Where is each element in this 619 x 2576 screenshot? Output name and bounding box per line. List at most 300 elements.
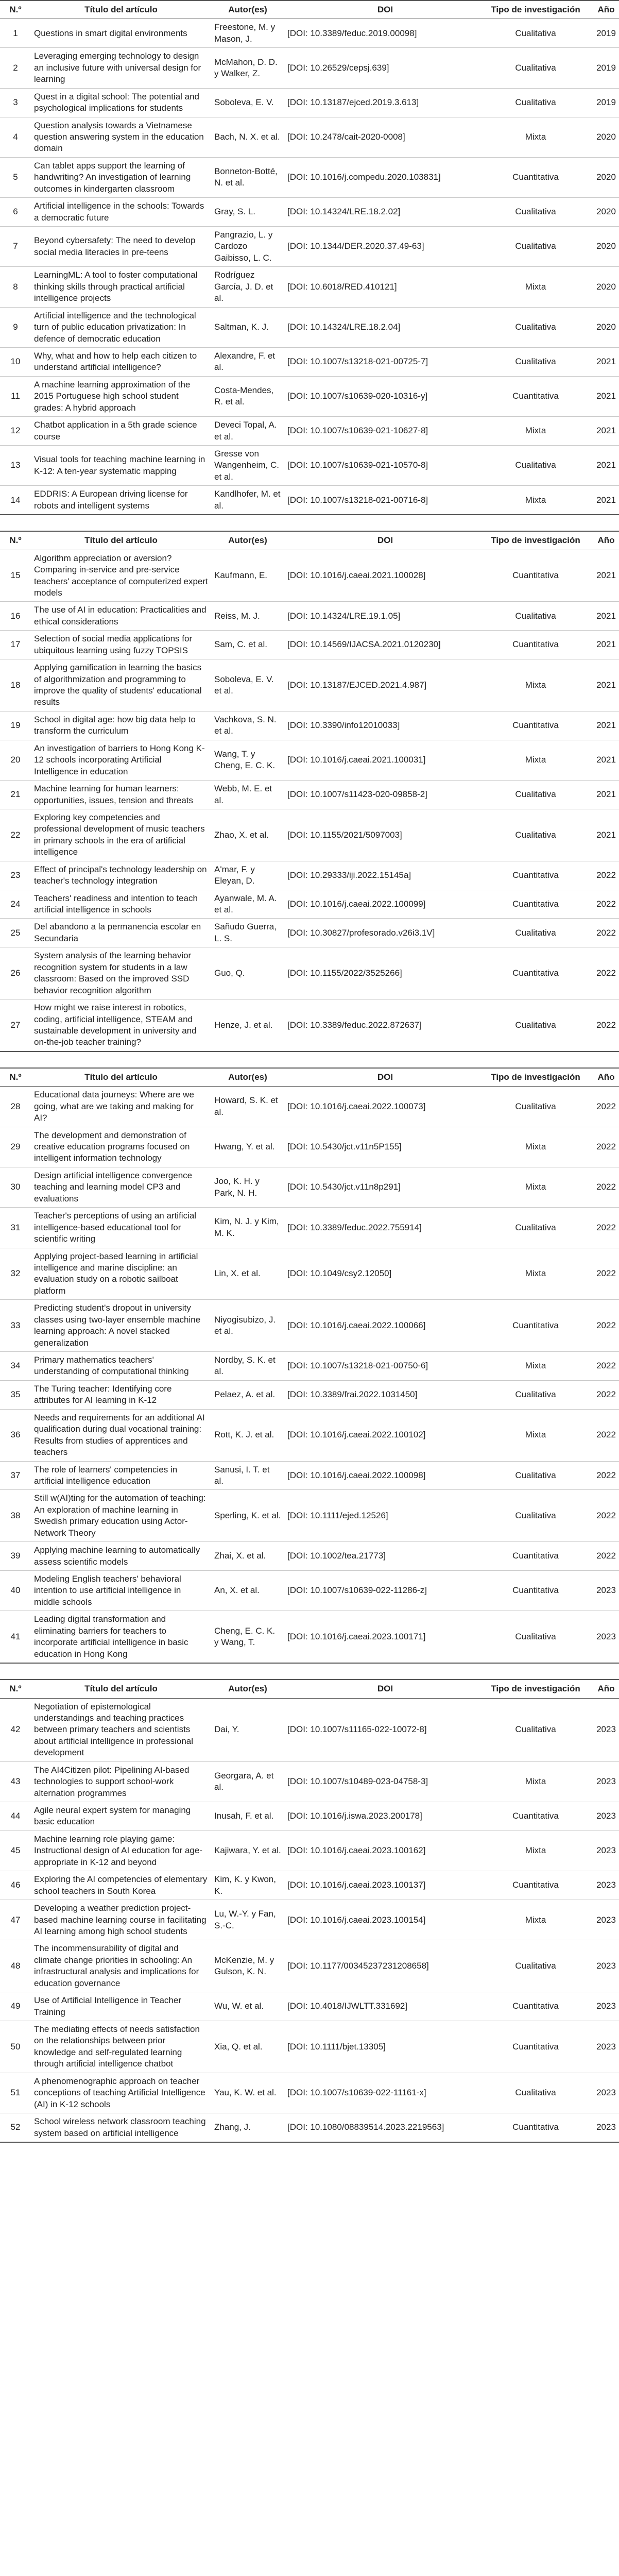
research-type: Mixta xyxy=(486,1761,585,1802)
publication-year: 2022 xyxy=(585,1248,619,1300)
publication-year: 2021 xyxy=(585,659,619,711)
publication-year: 2023 xyxy=(585,1900,619,1940)
table-row xyxy=(0,48,619,88)
row-number: 2 xyxy=(0,48,31,88)
article-doi: [DOI: 10.1049/csy2.12050] xyxy=(284,1248,486,1300)
header-year: Año xyxy=(585,1680,619,1698)
article-doi: [DOI: 10.13187/ejced.2019.3.613] xyxy=(284,88,486,117)
article-title: Effect of principal's technology leadership on teacher's technology integration xyxy=(31,861,211,890)
article-title: Applying machine learning to automatically assess scientific models xyxy=(31,1542,211,1571)
research-type: Cualitativa xyxy=(486,1208,585,1248)
table-row xyxy=(0,1380,619,1409)
table-row xyxy=(0,602,619,631)
row-number: 49 xyxy=(0,1992,31,2021)
article-title: Applying project-based learning in artificial intelligence and marine discipline: an evaluation study on a robotic sailboat platform xyxy=(31,1248,211,1300)
article-doi: [DOI: 10.14324/LRE.19.1.05] xyxy=(284,602,486,631)
row-number: 42 xyxy=(0,1698,31,1761)
row-number: 24 xyxy=(0,890,31,919)
article-title: Exploring the AI competencies of elementary school teachers in South Korea xyxy=(31,1871,211,1900)
article-authors: Bonneton-Botté, N. et al. xyxy=(211,157,284,197)
row-number: 28 xyxy=(0,1087,31,1127)
research-type: Cualitativa xyxy=(486,307,585,347)
article-doi: [DOI: 10.1007/s10489-023-04758-3] xyxy=(284,1761,486,1802)
publication-year: 2023 xyxy=(585,1992,619,2021)
table-row xyxy=(0,446,619,486)
publication-year: 2022 xyxy=(585,1409,619,1461)
research-type: Cualitativa xyxy=(486,602,585,631)
article-authors: Pelaez, A. et al. xyxy=(211,1380,284,1409)
article-doi: [DOI: 10.30827/profesorado.v26i3.1V] xyxy=(284,919,486,947)
article-doi: [DOI: 10.5430/jct.v11n8p291] xyxy=(284,1167,486,1207)
table-row xyxy=(0,1542,619,1571)
article-doi: [DOI: 10.5430/jct.v11n5P155] xyxy=(284,1127,486,1167)
article-authors: Ayanwale, M. A. et al. xyxy=(211,890,284,919)
article-authors: Kim, K. y Kwon, K. xyxy=(211,1871,284,1900)
row-number: 36 xyxy=(0,1409,31,1461)
article-authors: Sam, C. et al. xyxy=(211,631,284,659)
row-number: 40 xyxy=(0,1571,31,1611)
row-number: 47 xyxy=(0,1900,31,1940)
article-authors: Wu, W. et al. xyxy=(211,1992,284,2021)
article-title: Exploring key competencies and professional development of music teachers in primary schools in the era of artificial intelligence xyxy=(31,809,211,861)
article-doi: [DOI: 10.1016/j.caeai.2022.100073] xyxy=(284,1087,486,1127)
article-doi: [DOI: 10.1007/s10639-021-10570-8] xyxy=(284,446,486,486)
article-authors: Kandlhofer, M. et al. xyxy=(211,486,284,515)
table-row xyxy=(0,1698,619,1761)
article-title: The use of AI in education: Practicalities and ethical considerations xyxy=(31,602,211,631)
row-number: 46 xyxy=(0,1871,31,1900)
header-type: Tipo de investigación xyxy=(486,1068,585,1087)
publication-year: 2021 xyxy=(585,740,619,780)
table-row xyxy=(0,486,619,515)
row-number: 8 xyxy=(0,267,31,307)
publication-year: 2023 xyxy=(585,1802,619,1831)
research-type: Cualitativa xyxy=(486,781,585,809)
header-title: Título del artículo xyxy=(31,1,211,19)
publication-year: 2022 xyxy=(585,1542,619,1571)
header-title: Título del artículo xyxy=(31,1680,211,1698)
research-type: Cualitativa xyxy=(486,1611,585,1663)
article-title: The mediating effects of needs satisfaction on the relationships between prior knowledge and self-regulated learning through artificial intelligence chatbot xyxy=(31,2021,211,2073)
article-title: Artificial intelligence in the schools: Towards a democratic future xyxy=(31,198,211,227)
header-year: Año xyxy=(585,1,619,19)
article-title: Design artificial intelligence convergence teaching and learning model CP3 and evaluations xyxy=(31,1167,211,1207)
article-title: Can tablet apps support the learning of handwriting? An investigation of learning outcomes in kindergarten classroom xyxy=(31,157,211,197)
publication-year: 2023 xyxy=(585,1611,619,1663)
publication-year: 2021 xyxy=(585,417,619,446)
research-type: Cualitativa xyxy=(486,809,585,861)
research-type: Mixta xyxy=(486,1409,585,1461)
article-authors: Zhai, X. et al. xyxy=(211,1542,284,1571)
research-type: Cualitativa xyxy=(486,1461,585,1490)
table-row xyxy=(0,2113,619,2142)
publication-year: 2023 xyxy=(585,2021,619,2073)
article-doi: [DOI: 10.1155/2022/3525266] xyxy=(284,947,486,999)
article-title: Use of Artificial Intelligence in Teacher Training xyxy=(31,1992,211,2021)
research-type: Cualitativa xyxy=(486,999,585,1052)
article-authors: A'mar, F. y Eleyan, D. xyxy=(211,861,284,890)
row-number: 4 xyxy=(0,117,31,157)
article-doi: [DOI: 10.1016/j.caeai.2023.100154] xyxy=(284,1900,486,1940)
article-title: The incommensurability of digital and climate change priorities in schooling: An infrastructural analysis and implications for education governance xyxy=(31,1940,211,1992)
article-doi: [DOI: 10.1007/s11423-020-09858-2] xyxy=(284,781,486,809)
articles-table-segment xyxy=(0,0,619,515)
research-type: Cuantitativa xyxy=(486,890,585,919)
research-type: Mixta xyxy=(486,1127,585,1167)
table-row xyxy=(0,198,619,227)
table-row xyxy=(0,2073,619,2113)
row-number: 10 xyxy=(0,347,31,376)
row-number: 23 xyxy=(0,861,31,890)
publication-year: 2021 xyxy=(585,550,619,602)
table-row xyxy=(0,1571,619,1611)
research-type: Mixta xyxy=(486,267,585,307)
article-title: Why, what and how to help each citizen to understand artificial intelligence? xyxy=(31,347,211,376)
header-num: N.º xyxy=(0,1680,31,1698)
row-number: 5 xyxy=(0,157,31,197)
publication-year: 2022 xyxy=(585,861,619,890)
article-doi: [DOI: 10.1007/s11165-022-10072-8] xyxy=(284,1698,486,1761)
row-number: 13 xyxy=(0,446,31,486)
row-number: 1 xyxy=(0,19,31,48)
article-title: Machine learning role playing game: Instructional design of AI education for age-appropriate in K-12 and beyond xyxy=(31,1831,211,1871)
article-title: School wireless network classroom teaching system based on artificial intelligence xyxy=(31,2113,211,2142)
table-row xyxy=(0,88,619,117)
article-doi: [DOI: 10.2478/cait-2020-0008] xyxy=(284,117,486,157)
article-authors: Deveci Topal, A. et al. xyxy=(211,417,284,446)
row-number: 35 xyxy=(0,1380,31,1409)
research-type: Mixta xyxy=(486,659,585,711)
header-type: Tipo de investigación xyxy=(486,1,585,19)
publication-year: 2022 xyxy=(585,1461,619,1490)
row-number: 16 xyxy=(0,602,31,631)
row-number: 39 xyxy=(0,1542,31,1571)
research-type: Mixta xyxy=(486,1248,585,1300)
row-number: 30 xyxy=(0,1167,31,1207)
publication-year: 2022 xyxy=(585,1380,619,1409)
table-row xyxy=(0,1871,619,1900)
article-title: Questions in smart digital environments xyxy=(31,19,211,48)
article-doi: [DOI: 10.1016/j.caeai.2021.100028] xyxy=(284,550,486,602)
article-doi: [DOI: 10.1007/s10639-022-11161-x] xyxy=(284,2073,486,2113)
header-authors: Autor(es) xyxy=(211,1,284,19)
article-doi: [DOI: 10.1016/j.caeai.2023.100162] xyxy=(284,1831,486,1871)
article-title: Teacher's perceptions of using an artificial intelligence-based educational tool for scientific writing xyxy=(31,1208,211,1248)
article-doi: [DOI: 10.1002/tea.21773] xyxy=(284,1542,486,1571)
article-authors: Freestone, M. y Mason, J. xyxy=(211,19,284,48)
article-doi: [DOI: 10.1007/s10639-022-11286-z] xyxy=(284,1571,486,1611)
publication-year: 2021 xyxy=(585,602,619,631)
article-authors: Sanusi, I. T. et al. xyxy=(211,1461,284,1490)
research-type: Mixta xyxy=(486,1167,585,1207)
article-authors: Xia, Q. et al. xyxy=(211,2021,284,2073)
table-row xyxy=(0,861,619,890)
article-authors: Kaufmann, E. xyxy=(211,550,284,602)
publication-year: 2021 xyxy=(585,631,619,659)
header-authors: Autor(es) xyxy=(211,1680,284,1698)
publication-year: 2023 xyxy=(585,1571,619,1611)
row-number: 7 xyxy=(0,227,31,267)
research-type: Mixta xyxy=(486,486,585,515)
research-type: Cuantitativa xyxy=(486,1871,585,1900)
table-row xyxy=(0,711,619,740)
article-authors: Lin, X. et al. xyxy=(211,1248,284,1300)
article-doi: [DOI: 10.14324/LRE.18.2.02] xyxy=(284,198,486,227)
article-title: Del abandono a la permanencia escolar en Secundaria xyxy=(31,919,211,947)
article-authors: Joo, K. H. y Park, N. H. xyxy=(211,1167,284,1207)
table-row xyxy=(0,1992,619,2021)
header-year: Año xyxy=(585,531,619,550)
publication-year: 2020 xyxy=(585,117,619,157)
article-title: A phenomenographic approach on teacher conceptions of teaching Artificial Intelligence (AI) in K-12 schools xyxy=(31,2073,211,2113)
publication-year: 2021 xyxy=(585,347,619,376)
table-row xyxy=(0,2021,619,2073)
article-title: Artificial intelligence and the technological turn of public education privatization: In defence of democratic education xyxy=(31,307,211,347)
table-row xyxy=(0,740,619,780)
header-num: N.º xyxy=(0,1,31,19)
article-title: EDDRIS: A European driving license for robots and intelligent systems xyxy=(31,486,211,515)
article-authors: Gray, S. L. xyxy=(211,198,284,227)
article-authors: Soboleva, E. V. et al. xyxy=(211,659,284,711)
table-row xyxy=(0,267,619,307)
article-doi: [DOI: 10.1016/j.caeai.2023.100137] xyxy=(284,1871,486,1900)
article-authors: Sañudo Guerra, L. S. xyxy=(211,919,284,947)
article-title: How might we raise interest in robotics, coding, artificial intelligence, STEAM and sustainable development in university and on-the-job teacher training? xyxy=(31,999,211,1052)
article-authors: Wang, T. y Cheng, E. C. K. xyxy=(211,740,284,780)
article-doi: [DOI: 10.1177/00345237231208658] xyxy=(284,1940,486,1992)
article-doi: [DOI: 10.13187/EJCED.2021.4.987] xyxy=(284,659,486,711)
research-type: Cuantitativa xyxy=(486,1542,585,1571)
publication-year: 2022 xyxy=(585,1127,619,1167)
article-title: Visual tools for teaching machine learning in K-12: A ten-year systematic mapping xyxy=(31,446,211,486)
article-authors: Kim, N. J. y Kim, M. K. xyxy=(211,1208,284,1248)
row-number: 9 xyxy=(0,307,31,347)
article-title: School in digital age: how big data help to transform the curriculum xyxy=(31,711,211,740)
article-authors: Webb, M. E. et al. xyxy=(211,781,284,809)
article-title: Machine learning for human learners: opportunities, issues, tension and threats xyxy=(31,781,211,809)
article-authors: Rott, K. J. et al. xyxy=(211,1409,284,1461)
publication-year: 2019 xyxy=(585,48,619,88)
row-number: 17 xyxy=(0,631,31,659)
row-number: 44 xyxy=(0,1802,31,1831)
article-title: A machine learning approximation of the 2015 Portuguese high school student grades: A hybrid approach xyxy=(31,376,211,416)
article-title: Educational data journeys: Where are we going, what are we taking and making for AI? xyxy=(31,1087,211,1127)
publication-year: 2022 xyxy=(585,1490,619,1542)
table-header-row xyxy=(0,531,619,550)
row-number: 48 xyxy=(0,1940,31,1992)
article-doi: [DOI: 10.1016/j.caeai.2023.100171] xyxy=(284,1611,486,1663)
table-row xyxy=(0,227,619,267)
article-title: The Turing teacher: Identifying core attributes for AI learning in K-12 xyxy=(31,1380,211,1409)
article-authors: Pangrazio, L. y Cardozo Gaibisso, L. C. xyxy=(211,227,284,267)
table-row xyxy=(0,631,619,659)
article-doi: [DOI: 10.1111/ejed.12526] xyxy=(284,1490,486,1542)
table-row xyxy=(0,19,619,48)
article-doi: [DOI: 10.1007/s13218-021-00750-6] xyxy=(284,1352,486,1381)
research-type: Cualitativa xyxy=(486,227,585,267)
research-type: Cualitativa xyxy=(486,1698,585,1761)
table-row xyxy=(0,947,619,999)
header-num: N.º xyxy=(0,531,31,550)
row-number: 19 xyxy=(0,711,31,740)
article-doi: [DOI: 10.3389/feduc.2022.872637] xyxy=(284,999,486,1052)
header-title: Título del artículo xyxy=(31,531,211,550)
publication-year: 2023 xyxy=(585,1940,619,1992)
research-type: Cuantitativa xyxy=(486,1571,585,1611)
research-type: Mixta xyxy=(486,417,585,446)
table-row xyxy=(0,1300,619,1352)
row-number: 37 xyxy=(0,1461,31,1490)
article-doi: [DOI: 10.1016/j.compedu.2020.103831] xyxy=(284,157,486,197)
table-row xyxy=(0,781,619,809)
research-type: Cualitativa xyxy=(486,48,585,88)
row-number: 43 xyxy=(0,1761,31,1802)
header-year: Año xyxy=(585,1068,619,1087)
article-doi: [DOI: 10.1007/s10639-021-10627-8] xyxy=(284,417,486,446)
research-type: Cuantitativa xyxy=(486,711,585,740)
article-title: Predicting student's dropout in university classes using two-layer ensemble machine learning approach: A novel stacked generalization xyxy=(31,1300,211,1352)
row-number: 34 xyxy=(0,1352,31,1381)
article-doi: [DOI: 10.1007/s10639-020-10316-y] xyxy=(284,376,486,416)
research-type: Cualitativa xyxy=(486,19,585,48)
table-row xyxy=(0,1802,619,1831)
article-title: LearningML: A tool to foster computational thinking skills through practical artificial intelligence projects xyxy=(31,267,211,307)
article-title: Agile neural expert system for managing basic education xyxy=(31,1802,211,1831)
article-authors: Inusah, F. et al. xyxy=(211,1802,284,1831)
publication-year: 2020 xyxy=(585,267,619,307)
table-row xyxy=(0,1831,619,1871)
article-authors: Saltman, K. J. xyxy=(211,307,284,347)
research-type: Mixta xyxy=(486,117,585,157)
table-header-row xyxy=(0,1068,619,1087)
row-number: 11 xyxy=(0,376,31,416)
table-header-row xyxy=(0,1680,619,1698)
publication-year: 2021 xyxy=(585,486,619,515)
article-doi: [DOI: 10.1016/j.caeai.2022.100102] xyxy=(284,1409,486,1461)
row-number: 15 xyxy=(0,550,31,602)
article-authors: Sperling, K. et al. xyxy=(211,1490,284,1542)
article-doi: [DOI: 10.1111/bjet.13305] xyxy=(284,2021,486,2073)
research-type: Cualitativa xyxy=(486,919,585,947)
header-authors: Autor(es) xyxy=(211,531,284,550)
research-type: Cualitativa xyxy=(486,1380,585,1409)
table-row xyxy=(0,157,619,197)
row-number: 6 xyxy=(0,198,31,227)
article-authors: Henze, J. et al. xyxy=(211,999,284,1052)
publication-year: 2022 xyxy=(585,1352,619,1381)
article-authors: Howard, S. K. et al. xyxy=(211,1087,284,1127)
research-type: Cuantitativa xyxy=(486,1992,585,2021)
article-title: Chatbot application in a 5th grade science course xyxy=(31,417,211,446)
article-title: Leading digital transformation and eliminating barriers for teachers to incorporate artificial intelligence in basic education in Hong Kong xyxy=(31,1611,211,1663)
row-number: 33 xyxy=(0,1300,31,1352)
article-title: Needs and requirements for an additional AI qualification during dual vocational training: Results from studies of apprentices and teachers xyxy=(31,1409,211,1461)
table-row xyxy=(0,809,619,861)
table-row xyxy=(0,890,619,919)
article-authors: Bach, N. X. et al. xyxy=(211,117,284,157)
table-row xyxy=(0,1248,619,1300)
publication-year: 2022 xyxy=(585,890,619,919)
article-title: Teachers' readiness and intention to teach artificial intelligence in schools xyxy=(31,890,211,919)
row-number: 32 xyxy=(0,1248,31,1300)
table-row xyxy=(0,999,619,1052)
article-doi: [DOI: 10.4018/IJWLTT.331692] xyxy=(284,1992,486,2021)
research-type: Cualitativa xyxy=(486,1087,585,1127)
article-doi: [DOI: 10.1016/j.caeai.2022.100066] xyxy=(284,1300,486,1352)
article-doi: [DOI: 10.1016/j.iswa.2023.200178] xyxy=(284,1802,486,1831)
article-title: Algorithm appreciation or aversion? Comparing in-service and pre-service teachers' acceptance of computerized expert models xyxy=(31,550,211,602)
article-doi: [DOI: 10.3389/frai.2022.1031450] xyxy=(284,1380,486,1409)
research-type: Cualitativa xyxy=(486,1490,585,1542)
table-row xyxy=(0,919,619,947)
publication-year: 2022 xyxy=(585,1300,619,1352)
header-title: Título del artículo xyxy=(31,1068,211,1087)
publication-year: 2021 xyxy=(585,446,619,486)
article-doi: [DOI: 10.3390/info12010033] xyxy=(284,711,486,740)
article-authors: Alexandre, F. et al. xyxy=(211,347,284,376)
research-type: Cuantitativa xyxy=(486,376,585,416)
table-row xyxy=(0,550,619,602)
table-row xyxy=(0,1409,619,1461)
article-doi: [DOI: 10.3389/feduc.2019.00098] xyxy=(284,19,486,48)
table-row xyxy=(0,417,619,446)
table-row xyxy=(0,347,619,376)
article-title: The development and demonstration of creative education programs focused on intelligent information technology xyxy=(31,1127,211,1167)
research-type: Cuantitativa xyxy=(486,2113,585,2142)
publication-year: 2022 xyxy=(585,999,619,1052)
row-number: 45 xyxy=(0,1831,31,1871)
article-doi: [DOI: 10.1016/j.caeai.2022.100098] xyxy=(284,1461,486,1490)
article-authors: Cheng, E. C. K. y Wang, T. xyxy=(211,1611,284,1663)
row-number: 22 xyxy=(0,809,31,861)
research-type: Cuantitativa xyxy=(486,947,585,999)
table-header-row xyxy=(0,1,619,19)
article-authors: Hwang, Y. et al. xyxy=(211,1127,284,1167)
research-type: Cuantitativa xyxy=(486,157,585,197)
header-num: N.º xyxy=(0,1068,31,1087)
table-row xyxy=(0,1087,619,1127)
article-authors: Yau, K. W. et al. xyxy=(211,2073,284,2113)
row-number: 21 xyxy=(0,781,31,809)
row-number: 26 xyxy=(0,947,31,999)
publication-year: 2021 xyxy=(585,711,619,740)
table-row xyxy=(0,659,619,711)
table-row xyxy=(0,1127,619,1167)
publication-year: 2023 xyxy=(585,1831,619,1871)
publication-year: 2022 xyxy=(585,1167,619,1207)
header-doi: DOI xyxy=(284,1680,486,1698)
article-authors: Gresse von Wangenheim, C. et al. xyxy=(211,446,284,486)
table-row xyxy=(0,1761,619,1802)
row-number: 3 xyxy=(0,88,31,117)
publication-year: 2021 xyxy=(585,781,619,809)
article-authors: Vachkova, S. N. et al. xyxy=(211,711,284,740)
research-type: Cuantitativa xyxy=(486,2021,585,2073)
article-authors: Reiss, M. J. xyxy=(211,602,284,631)
article-authors: An, X. et al. xyxy=(211,1571,284,1611)
articles-table-segment xyxy=(0,531,619,1052)
article-title: Quest in a digital school: The potential and psychological implications for students xyxy=(31,88,211,117)
article-doi: [DOI: 10.29333/iji.2022.15145a] xyxy=(284,861,486,890)
header-authors: Autor(es) xyxy=(211,1068,284,1087)
row-number: 50 xyxy=(0,2021,31,2073)
research-type: Mixta xyxy=(486,740,585,780)
article-authors: Lu, W.-Y. y Fan, S.-C. xyxy=(211,1900,284,1940)
header-doi: DOI xyxy=(284,1,486,19)
table-row xyxy=(0,307,619,347)
research-type: Cualitativa xyxy=(486,198,585,227)
article-title: Beyond cybersafety: The need to develop social media literacies in pre-teens xyxy=(31,227,211,267)
